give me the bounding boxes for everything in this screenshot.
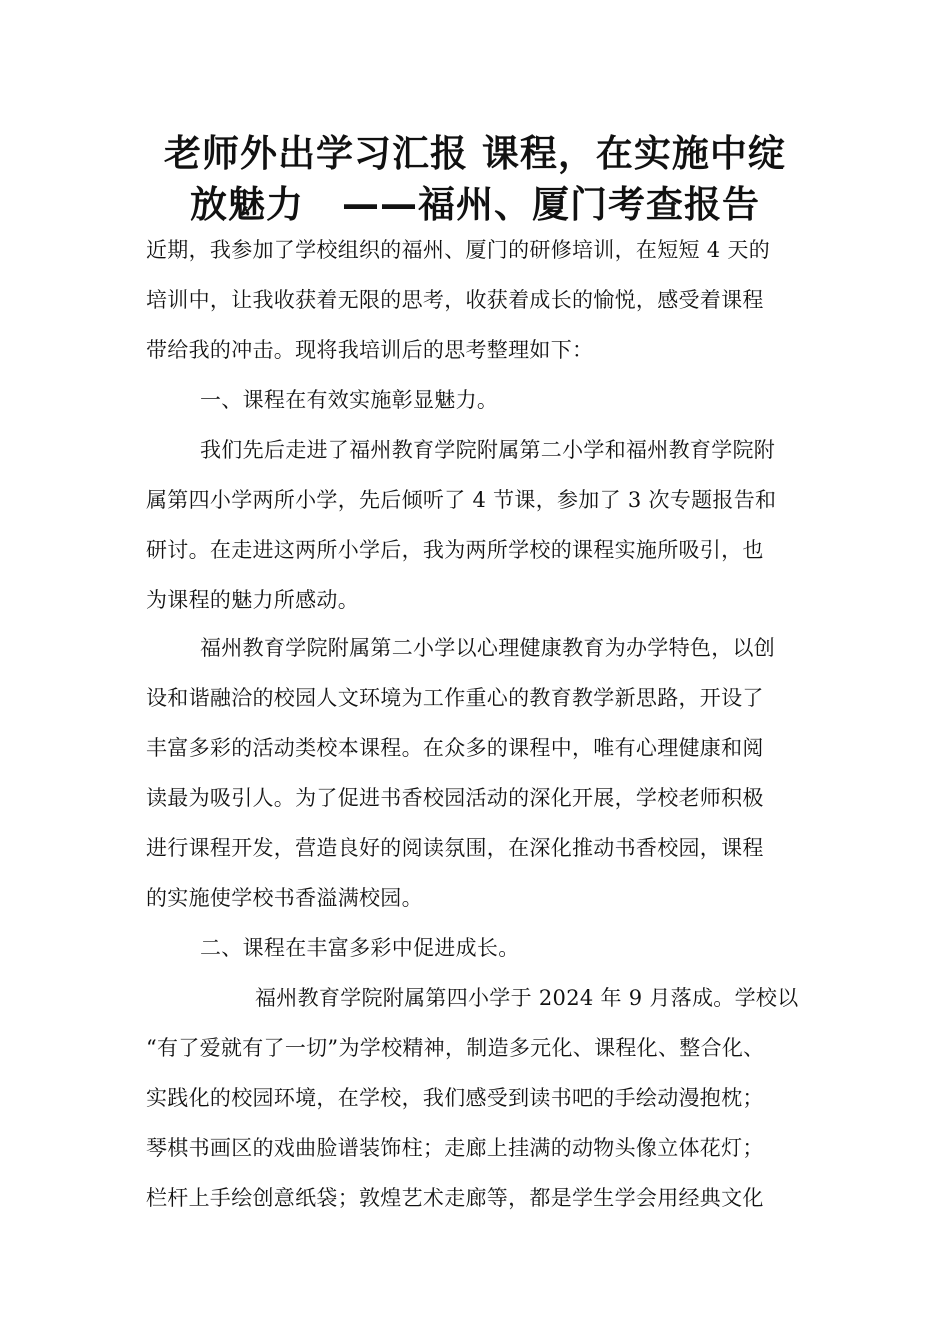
body-line: 福州教育学院附属第四小学于 2024 年 9 月落成。学校以 xyxy=(255,986,799,1010)
body-line: 为课程的魅力所感动。 xyxy=(146,588,359,612)
body-line: 读最为吸引人。为了促进书香校园活动的深化开展，学校老师积极 xyxy=(146,786,764,810)
body-line: 琴棋书画区的戏曲脸谱装饰柱；走廊上挂满的动物头像立体花灯； xyxy=(146,1136,764,1160)
body-line: “有了爱就有了一切”为学校精神，制造多元化、课程化、整合化、 xyxy=(146,1036,765,1060)
body-line: 近期，我参加了学校组织的福州、厦门的研修培训，在短短 4 天的 xyxy=(146,238,771,262)
body-line: 我们先后走进了福州教育学院附属第二小学和福州教育学院附 xyxy=(200,438,776,462)
body-line: 的实施使学校书香溢满校园。 xyxy=(146,886,423,910)
document-title-line-2: 放魅力 ——福州、厦门考查报告 xyxy=(190,183,760,226)
body-line: 丰富多彩的活动类校本课程。在众多的课程中，唯有心理健康和阅 xyxy=(146,736,764,760)
section-heading: 一、课程在有效实施彰显魅力。 xyxy=(200,388,499,412)
section-heading: 二、课程在丰富多彩中促进成长。 xyxy=(200,936,520,960)
document-title-line-1: 老师外出学习汇报 课程，在实施中绽 xyxy=(164,132,786,175)
body-line: 进行课程开发，营造良好的阅读氛围，在深化推动书香校园，课程 xyxy=(146,836,764,860)
body-line: 设和谐融洽的校园人文环境为工作重心的教育教学新思路，开设了 xyxy=(146,686,764,710)
body-line: 带给我的冲击。现将我培训后的思考整理如下： xyxy=(146,338,594,362)
body-line: 研讨。在走进这两所小学后，我为两所学校的课程实施所吸引，也 xyxy=(146,538,764,562)
body-line: 实践化的校园环境，在学校，我们感受到读书吧的手绘动漫抱枕； xyxy=(146,1086,764,1110)
body-line: 培训中，让我收获着无限的思考，收获着成长的愉悦，感受着课程 xyxy=(146,288,764,312)
body-line: 福州教育学院附属第二小学以心理健康教育为办学特色，以创 xyxy=(200,636,776,660)
body-line: 栏杆上手绘创意纸袋；敦煌艺术走廊等，都是学生学会用经典文化 xyxy=(146,1186,764,1210)
body-line: 属第四小学两所小学，先后倾听了 4 节课，参加了 3 次专题报告和 xyxy=(146,488,777,512)
